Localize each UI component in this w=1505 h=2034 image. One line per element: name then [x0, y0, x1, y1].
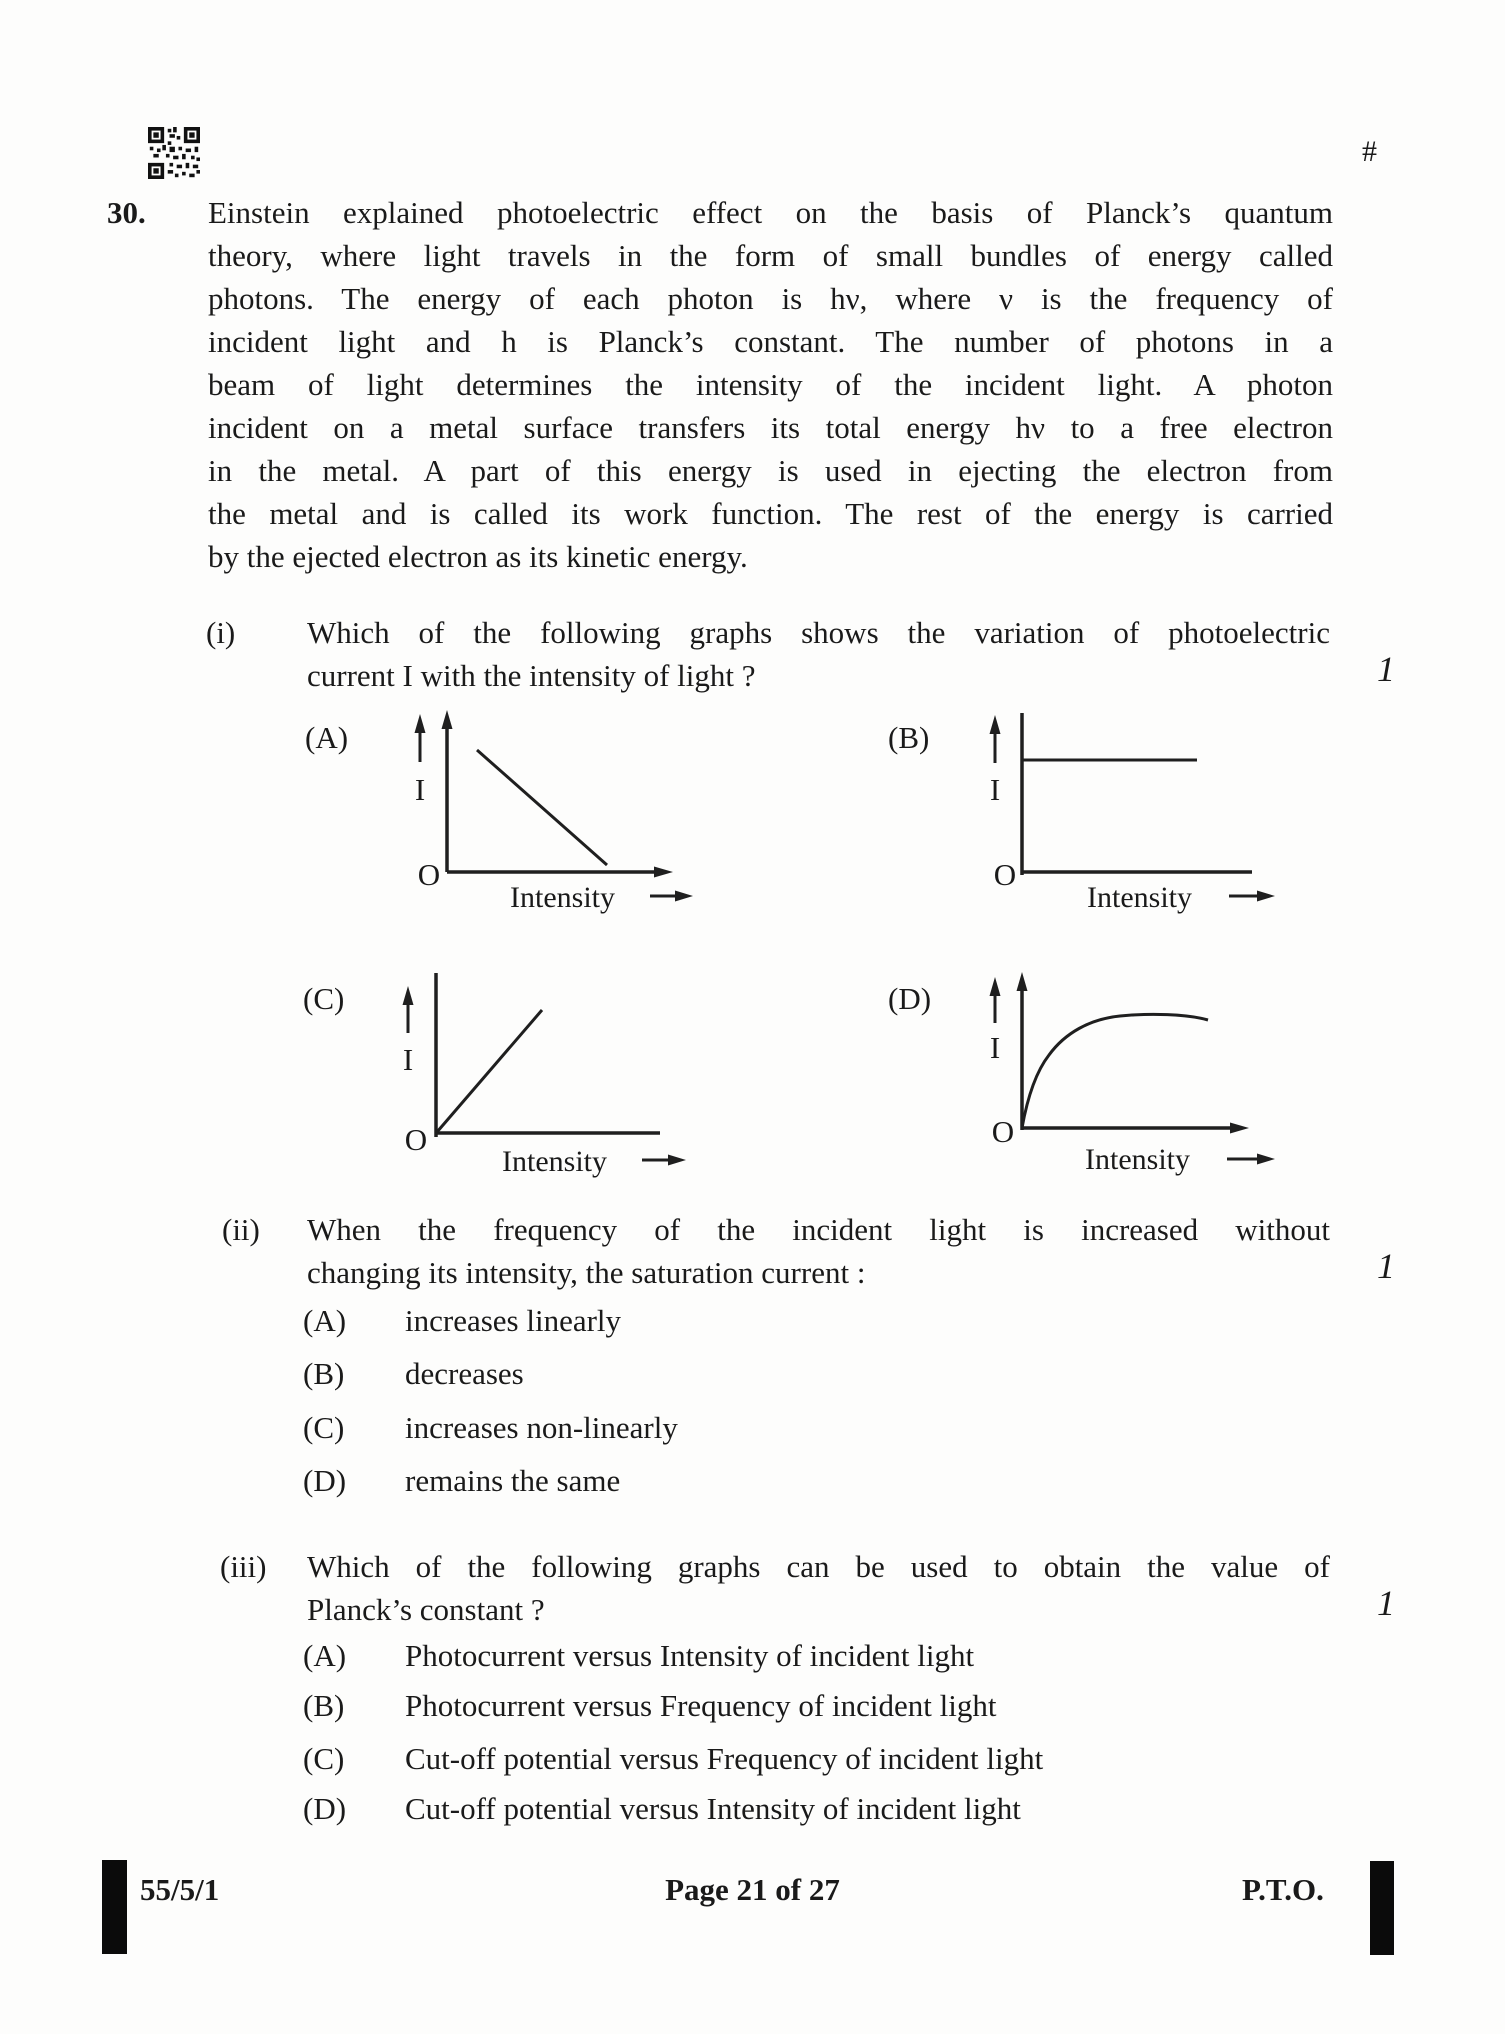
subquestion-ii-line: When the frequency of the incident light is increased without	[307, 1212, 1330, 1247]
subquestion-ii-label: (ii)	[222, 1212, 260, 1247]
graph-c-linear-increasing	[390, 960, 700, 1180]
question-text	[208, 191, 1333, 578]
question-line: incident light and h is Planck’s constant. The number of photons in a	[208, 324, 1333, 359]
option-iii-c-text: Cut-off potential versus Frequency of incident light	[405, 1741, 1044, 1776]
svg-text:I: I	[989, 1030, 1001, 1065]
graph-d-label: (D)	[888, 981, 932, 1016]
subquestion-i-label: (i)	[206, 615, 236, 650]
footer-paper-code: 55/5/1	[140, 1872, 220, 1907]
question-line: incident on a metal surface transfers its total energy hν to a free electron	[208, 410, 1333, 445]
graph-b-label: (B)	[888, 720, 930, 755]
option-ii-c-text: increases non-linearly	[405, 1410, 678, 1445]
subquestion-ii-text	[307, 1208, 1330, 1294]
graph-b-constant	[975, 700, 1315, 915]
marks-iii: 1	[1377, 1583, 1395, 1623]
question-line: theory, where light travels in the form of small bundles of energy called	[208, 238, 1333, 273]
option-iii-c-letter: (C)	[303, 1741, 345, 1776]
question-line: beam of light determines the intensity of the incident light. A photon	[208, 367, 1333, 402]
question-line: the metal and is called its work function. The rest of the energy is carried	[208, 496, 1333, 531]
option-ii-c-letter: (C)	[303, 1410, 345, 1445]
question-line: by the ejected electron as its kinetic energy.	[208, 539, 748, 574]
svg-text:I: I	[414, 772, 426, 807]
question-line: Einstein explained photoelectric effect on the basis of Planck’s quantum	[208, 195, 1333, 230]
marks-ii: 1	[1377, 1246, 1395, 1286]
question-number: 30.	[107, 195, 146, 230]
option-ii-d-letter: (D)	[303, 1463, 347, 1498]
svg-text:I: I	[989, 772, 1001, 807]
hash-symbol: #	[1362, 135, 1377, 168]
question-line: in the metal. A part of this energy is used in ejecting the electron from	[208, 453, 1333, 488]
qr-code-icon	[148, 126, 200, 180]
subquestion-i-line: current I with the intensity of light ?	[307, 658, 756, 693]
svg-text:O: O	[993, 857, 1017, 892]
subquestion-iii-line: Planck’s constant ?	[307, 1592, 545, 1627]
footer-right-bar	[1370, 1861, 1394, 1955]
option-ii-b-letter: (B)	[303, 1356, 345, 1391]
subquestion-iii-label: (iii)	[220, 1549, 267, 1584]
svg-text:Intensity: Intensity	[1085, 1143, 1190, 1176]
svg-text:O: O	[404, 1122, 428, 1157]
svg-text:O: O	[417, 857, 441, 892]
svg-text:O: O	[991, 1114, 1015, 1149]
subquestion-i-text	[307, 611, 1330, 697]
option-ii-d-text: remains the same	[405, 1463, 621, 1498]
graph-a-linear-decreasing	[395, 700, 705, 915]
option-iii-a-text: Photocurrent versus Intensity of incident light	[405, 1638, 975, 1673]
subquestion-iii-line: Which of the following graphs can be used to obtain the value of	[307, 1549, 1330, 1584]
option-iii-b-letter: (B)	[303, 1688, 345, 1723]
option-ii-a-letter: (A)	[303, 1303, 347, 1338]
option-iii-b-text: Photocurrent versus Frequency of incident light	[405, 1688, 997, 1723]
subquestion-i-line: Which of the following graphs shows the variation of photoelectric	[307, 615, 1330, 650]
svg-text:Intensity: Intensity	[510, 881, 615, 914]
option-iii-a-letter: (A)	[303, 1638, 347, 1673]
footer-pto: P.T.O.	[1242, 1872, 1324, 1907]
option-iii-d-text: Cut-off potential versus Intensity of incident light	[405, 1791, 1021, 1826]
graph-a-label: (A)	[305, 720, 349, 755]
svg-text:Intensity: Intensity	[1087, 881, 1192, 914]
subquestion-iii-text	[307, 1545, 1330, 1631]
footer-page-info: Page 21 of 27	[665, 1872, 840, 1907]
svg-text:Intensity: Intensity	[502, 1145, 607, 1178]
option-ii-a-text: increases linearly	[405, 1303, 622, 1338]
option-iii-d-letter: (D)	[303, 1791, 347, 1826]
graph-d-saturation	[975, 960, 1315, 1180]
option-ii-b-text: decreases	[405, 1356, 524, 1391]
svg-text:I: I	[402, 1042, 414, 1077]
question-line: photons. The energy of each photon is hν, where ν is the frequency of	[208, 281, 1333, 316]
marks-i: 1	[1377, 649, 1395, 689]
subquestion-ii-line: changing its intensity, the saturation current :	[307, 1255, 866, 1290]
graph-c-label: (C)	[303, 981, 345, 1016]
